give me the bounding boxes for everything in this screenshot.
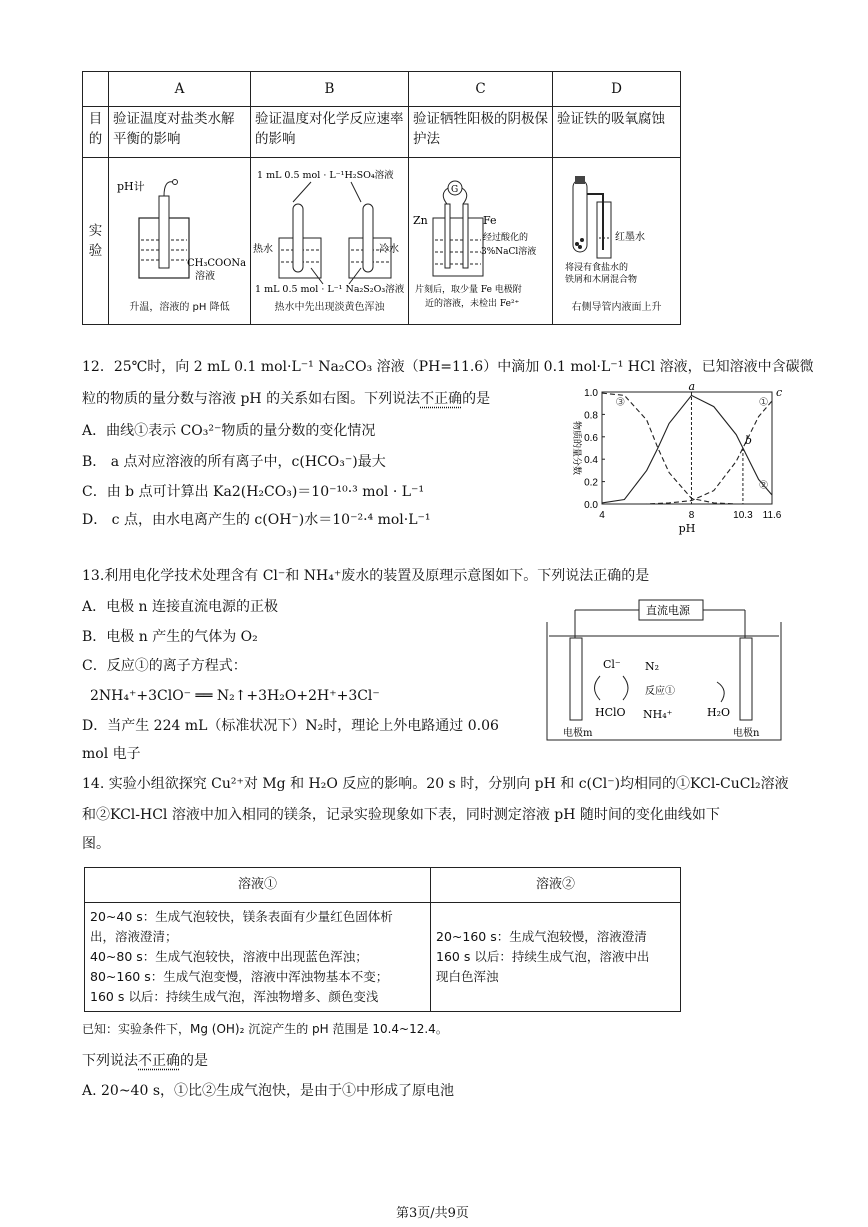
x-tick-label: 11.6	[762, 510, 782, 521]
purpose-a: 验证温度对盐类水解平衡的影响	[109, 107, 251, 158]
galvanic-cell-illustration	[409, 158, 553, 318]
header-a: A	[109, 72, 251, 107]
caption-b: 热水中先出现淡黄色浑浊	[274, 302, 385, 313]
mixture-label-2: 铁屑和木屑混合物	[565, 275, 638, 285]
fraction-vs-ph-chart	[562, 382, 790, 540]
obs-1-line: 出，溶液澄清；	[90, 929, 178, 944]
solution-1-observations	[85, 903, 431, 1012]
cold-water-label: 冷水	[379, 244, 399, 255]
apparatus-d	[553, 158, 681, 325]
q12-option-d: D． c 点，由水电离产生的 c(OH⁻)水＝10⁻²·⁴ mol·L⁻¹	[82, 512, 431, 528]
beaker-ph-meter-illustration	[109, 158, 251, 318]
point-b-label: b	[744, 434, 752, 447]
purpose-b: 验证温度对化学反应速率的影响	[251, 107, 409, 158]
obs-1-line: 80~160 s：生成气泡变慢，溶液中浑浊物基本不变；	[90, 969, 389, 984]
caption-c-1: 片刻后，取少量 Fe 电极附	[415, 285, 522, 295]
obs-2-line: 现白色浑浊	[436, 969, 499, 984]
q12-option-c: C．由 b 点可计算出 Ka2(H₂CO₃)＝10⁻¹⁰·³ mol · L⁻¹	[82, 484, 425, 500]
bottom-reagent-label: 1 mL 0.5 mol · L⁻¹ Na₂S₂O₃溶液	[255, 284, 405, 295]
purpose-c: 验证牺牲阳极的阴极保护法	[409, 107, 553, 158]
top-reagent-label: 1 mL 0.5 mol · L⁻¹H₂SO₄溶液	[257, 170, 394, 181]
q14-option-a: A. 20~40 s，①比②生成气泡快，是由于①中形成了原电池	[82, 1083, 455, 1099]
y-axis-label: 物质的量分数	[571, 420, 581, 476]
x-tick-label: 8	[688, 510, 695, 521]
caption-c-2: 近的溶液，未检出 Fe²⁺	[425, 299, 520, 309]
apparatus-b	[251, 158, 409, 325]
apparatus-c	[409, 158, 553, 325]
curve-label: ③	[615, 395, 626, 409]
plot-frame	[602, 392, 772, 504]
obs-1-line: 40~80 s：生成气泡较快，溶液中出现蓝色浑浊；	[90, 949, 368, 964]
q13-option-b: B．电极 n 产生的气体为 O₂	[82, 629, 258, 645]
obs-1-line: 160 s 以后：持续生成气泡，浑浊物增多、颜色变浅	[90, 989, 379, 1004]
obs-2-line: 20~160 s：生成气泡较慢，溶液澄清	[436, 929, 647, 944]
x-axis-label: pH	[678, 522, 696, 535]
y-tick-label: 0.4	[584, 455, 598, 467]
y-tick-label: 0.0	[584, 500, 598, 511]
galvanometer-label: G	[451, 185, 459, 195]
experiment-label: 实验	[83, 158, 109, 325]
series-line-3	[602, 395, 772, 503]
y-tick-label: 1.0	[584, 388, 598, 399]
q13-option-d: D．当产生 224 mL（标准状况下）N₂时，理论上外电路通过 0.06	[82, 718, 499, 734]
purpose-label: 目的	[83, 107, 109, 158]
ph-meter-label: pH计	[117, 180, 145, 193]
q13-option-c: C．反应①的离子方程式：	[82, 658, 247, 674]
y-tick-label: 0.6	[584, 432, 598, 444]
q12-stem-line2: 粒的物质的量分数与溶液 pH 的关系如右图。下列说法不正确的是	[82, 391, 491, 407]
hot-water-label: 热水	[253, 244, 273, 255]
reaction-label: 反应①	[645, 686, 675, 697]
q14-stem-line1: 14. 实验小组欲探究 Cu²⁺对 Mg 和 H₂O 反应的影响。20 s 时，分别向 pH 和 c(Cl⁻)均相同的①KCl-CuCl₂溶液	[82, 776, 789, 792]
curve-label: ①	[758, 395, 769, 409]
experiment-table	[82, 71, 681, 325]
q14-stem-line3: 图。	[82, 836, 110, 852]
q14-ask: 下列说法不正确的是	[82, 1053, 208, 1069]
header-d: D	[553, 72, 681, 107]
power-source-label: 直流电源	[646, 604, 690, 617]
q12-option-b: B． a 点对应溶液的所有离子中，c(HCO₃⁻)最大	[82, 454, 386, 470]
nh4-label: NH₄⁺	[643, 708, 673, 721]
n2-label: N₂	[645, 660, 660, 673]
q14-stem-line2: 和②KCl-HCl 溶液中加入相同的镁条，记录实验现象如下表，同时测定溶液 pH 随时间的变化曲线如下	[82, 807, 720, 823]
solution-2-observations	[431, 903, 681, 1012]
test-tube-illustration	[251, 158, 409, 318]
solution-label-2: 溶液	[195, 271, 215, 282]
purpose-d: 验证铁的吸氧腐蚀	[553, 107, 681, 158]
y-tick-label: 0.2	[584, 477, 598, 489]
page-footer: 第3页/共9页	[396, 1206, 469, 1221]
col-solution-1: 溶液①	[85, 868, 431, 903]
col-solution-2: 溶液②	[431, 868, 681, 903]
solution-label: CH₃COONa	[187, 258, 247, 269]
caption-d: 右侧导管内液面上升	[571, 302, 662, 313]
h2o-label: H₂O	[707, 706, 731, 719]
solution-label-2: 3%NaCl溶液	[481, 247, 537, 257]
electrolysis-diagram	[545, 598, 785, 744]
solution-label: 经过酸化的	[483, 233, 529, 243]
y-tick-label: 0.8	[584, 410, 598, 422]
mixture-label: 将浸有食盐水的	[565, 263, 629, 273]
hclo-label: HClO	[595, 706, 626, 719]
series-line-1	[602, 401, 772, 504]
corner-cell	[83, 72, 109, 107]
point-a-label: a	[688, 382, 696, 393]
q13-equation: 2NH₄⁺+3ClO⁻ ══ N₂↑+3H₂O+2H⁺+3Cl⁻	[90, 688, 380, 704]
apparatus-a	[109, 158, 251, 325]
curve-label: ②	[758, 478, 769, 492]
q13-option-a: A．电极 n 连接直流电源的正极	[82, 599, 279, 615]
red-ink-label: 红墨水	[615, 232, 645, 243]
oxygen-corrosion-illustration	[553, 158, 681, 318]
electrode-n-label: 电极n	[733, 728, 760, 739]
x-tick-label: 4	[599, 510, 605, 521]
q14-note: 已知：实验条件下，Mg (OH)₂ 沉淀产生的 pH 范围是 10.4~12.4。	[82, 1022, 448, 1036]
fe-label: Fe	[483, 214, 497, 227]
obs-2-line: 160 s 以后：持续生成气泡，溶液中出	[436, 949, 650, 964]
electrode-m-label: 电极m	[563, 728, 593, 739]
caption-a: 升温，溶液的 pH 降低	[129, 302, 230, 313]
cl-label: Cl⁻	[603, 658, 621, 671]
q12-stem-line1: 12．25℃时，向 2 mL 0.1 mol·L⁻¹ Na₂CO₃ 溶液（PH=11.6）中滴加 0.1 mol·L⁻¹ HCl 溶液，已知溶液中含碳微	[82, 359, 814, 375]
obs-1-line: 20~40 s：生成气泡较快，镁条表面有少量红色固体析	[90, 909, 393, 924]
x-tick-label: 10.3	[733, 510, 753, 521]
q13-stem: 13.利用电化学技术处理含有 Cl⁻和 NH₄⁺废水的装置及原理示意图如下。下列说法正确的是	[82, 568, 650, 584]
observation-table	[84, 867, 681, 1012]
q12-option-a: A．曲线①表示 CO₃²⁻物质的量分数的变化情况	[82, 423, 376, 439]
zn-label: Zn	[413, 214, 428, 227]
header-c: C	[409, 72, 553, 107]
point-c-label: c	[776, 386, 783, 399]
header-b: B	[251, 72, 409, 107]
q13-option-d-cont: mol 电子	[82, 746, 141, 762]
